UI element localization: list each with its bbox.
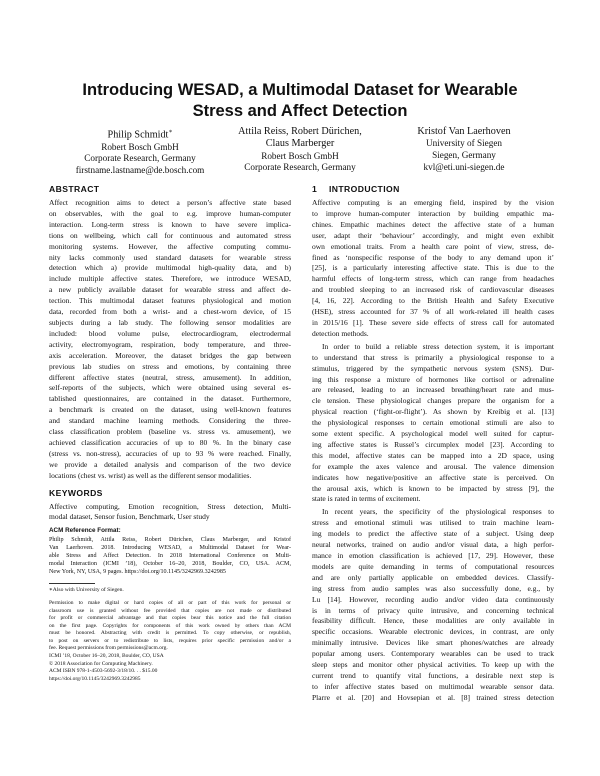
introduction-paragraph xyxy=(312,342,554,506)
introduction-line: Lu [14]. However, recording audio and/or video data continuously xyxy=(312,594,554,604)
author-email: firstname.lastname@de.bosch.com xyxy=(75,164,205,175)
right-column xyxy=(312,184,554,704)
permission-line: © 2018 Association for Computing Machinery. xyxy=(49,660,153,667)
author-name: Philip Schmidt xyxy=(107,129,169,141)
author-affiliation: University of Siegen xyxy=(425,138,503,149)
introduction-line: neural networks, trained on audio and/or visual data, a high perfor- xyxy=(312,540,554,550)
paper-title xyxy=(60,80,540,122)
introduction-line: (HSE), stress accounted for 37 % of all work-related ill health cases xyxy=(312,307,554,317)
introduction-line: ing models to predict the affective state of a subject. Using deep xyxy=(312,529,554,539)
introduction-line: in 2015/16 [1]. These severe side effects of stress call for automated xyxy=(312,317,554,327)
introduction-line: user, adapt their ‘behaviour’ accordingly, and might even exhibit xyxy=(312,230,554,240)
introduction-line: physical reaction (‘fight-or-flight’). As shown by Kreibig et al. [13] xyxy=(312,407,554,417)
introduction-line: [4, 16, 22]. According to the British Health and Safety Executive xyxy=(312,296,554,306)
abstract-line: a benchmark is created on the dataset, using well-known features xyxy=(49,405,291,415)
introduction-heading xyxy=(312,184,554,194)
introduction-line: indicates how negative/positive an affective state is perceived. On xyxy=(312,472,554,482)
author-name: Kristof Van Laerhoven xyxy=(417,126,511,137)
author-footnote: ∗Also with University of Siegen. xyxy=(49,586,124,593)
author-affiliation: Robert Bosch GmbH xyxy=(261,150,339,161)
acm-reference-body xyxy=(49,536,291,577)
permission-line: to post on servers or to redistribute to lists, requires prior specific permission and/or a xyxy=(49,637,291,644)
abstract-line: we provide a detailed analysis and comparison of the two device xyxy=(49,459,291,469)
introduction-line: this model, affective states can be mapped into a 2D space, using xyxy=(312,450,554,460)
acm-reference-line: Van Laerhoven. 2018. Introducing WESAD, a Multimodal Dataset for Wear- xyxy=(49,544,291,551)
section-title: INTRODUCTION xyxy=(329,184,400,194)
introduction-line: ing this response a mixture of hormones like cortisol or adrenaline xyxy=(312,374,554,384)
abstract-line: included: blood volume pulse, electrocardiogram, electrodermal xyxy=(49,328,291,338)
introduction-line: the physiological responses to certain emotional stimuli are also to xyxy=(312,418,554,428)
introduction-line: is in terms of privacy quite intrusive, and concerning technical xyxy=(312,605,554,615)
abstract-line: a new publicly available dataset for wearable stress and affect de- xyxy=(49,285,291,295)
introduction-line: state is rated in terms of excitement. xyxy=(312,494,421,504)
author-email: kvl@eti.uni-siegen.de xyxy=(423,161,505,172)
introduction-line: [25], is a particularly interesting affective state. This is due to the xyxy=(312,263,554,273)
introduction-line: ing affective states is Russel’s circumplex model [23]. According to xyxy=(312,439,554,449)
abstract-line: activity, electromyogram, respiration, body temperature, and three- xyxy=(49,339,291,349)
abstract-line: monitoring systems. However, the affective computing commu- xyxy=(49,241,291,251)
introduction-line: and are only partially applicable on embedded devices. Classify- xyxy=(312,572,554,582)
abstract-line: axis acceleration. Moreover, the dataset bridges the gap between xyxy=(49,350,291,360)
abstract-line: achieved classification accuracies of up to 80 %. In the binary case xyxy=(49,437,291,447)
title-line: Stress and Affect Detection xyxy=(192,102,408,120)
permission-line: ACM ISBN 978-1-4503-5692-3/18/10. . . $15.00 xyxy=(49,668,158,675)
introduction-line: to infer affective states based on multimodal wearable sensor data. xyxy=(312,681,554,691)
author-name: Claus Marberger xyxy=(265,138,335,150)
permission-line: for profit or commercial advantage and that copies bear this notice and the full citation xyxy=(49,615,291,622)
abstract-line: include multiple affective states. Therefore, we introduce WESAD, xyxy=(49,274,291,284)
introduction-line: detection methods. xyxy=(312,328,369,338)
introduction-line: fined as ‘nonspecific response of the body to any demand upon it’ xyxy=(312,252,554,262)
abstract-body xyxy=(49,198,291,482)
author-block-2 xyxy=(220,126,380,174)
acm-reference-line: able Stress and Affect Detection. In 2018 International Conference on Multi- xyxy=(49,552,291,559)
introduction-line: chines. Empathic machines detect the affective state of a human xyxy=(312,219,554,229)
abstract-heading: ABSTRACT xyxy=(49,184,100,194)
permission-notice xyxy=(49,600,291,683)
introduction-line: sleep steps and monitor other physical activities. To keep up with the xyxy=(312,660,554,670)
introduction-line: minimally intrusive. Devices like smart phones/watches are already xyxy=(312,638,554,648)
introduction-line: stress and emotional stimuli was utilised to train machine learn- xyxy=(312,518,554,528)
abstract-line: interaction. Long-term stress is known to have severe implica- xyxy=(49,219,291,229)
abstract-line: tablished questionnaires, are contained in the dataset. Furthermore, xyxy=(49,394,291,404)
title-line: Introducing WESAD, a Multimodal Dataset for Wearable xyxy=(82,81,518,99)
acm-reference-line: modal Interaction (ICMI ’18), October 16–20, 2018, Boulder, CO, USA. ACM, xyxy=(49,561,291,568)
introduction-line: the arousal axis, which is known to be impacted by stress [9], the xyxy=(312,483,554,493)
footnote-rule xyxy=(49,583,95,584)
author-affiliation: Corporate Research, Germany xyxy=(84,153,196,164)
keywords-line: Affective computing, Emotion recognition, Stress detection, Multi- xyxy=(49,501,291,511)
abstract-line: detection which a) provide multimodal high-quality data, and b) xyxy=(49,263,291,273)
permission-line: Permission to make digital or hard copies of all or part of this work for personal or xyxy=(49,600,291,607)
abstract-line: data, recorded from both a wrist- and a chest-worn device, of 15 xyxy=(49,307,291,317)
introduction-line: stimulus, triggered by the sympathetic nervous system (SNS). Dur- xyxy=(312,363,554,373)
keywords-heading: KEYWORDS xyxy=(49,487,103,498)
permission-line: on the first page. Copyrights for components of this work owned by others than ACM xyxy=(49,622,291,629)
introduction-line: In order to build a reliable stress detection system, it is important xyxy=(322,341,554,351)
introduction-line: mance in emotion classification is achieved [17, 29]. However, these xyxy=(312,551,554,560)
acm-reference-line: New York, NY, USA, 9 pages. https://doi.org/10.1145/3242969.3242985 xyxy=(49,569,226,576)
abstract-line: nity lacks commonly used standard datasets for wearable stress xyxy=(49,252,291,262)
abstract-line: different affective states (neutral, stress, amusement). In addition, xyxy=(49,372,291,382)
introduction-line: cle tension. These physiological changes prepare the organism for a xyxy=(312,396,554,406)
permission-line: ICMI ’18, October 16–20, 2018, Boulder, CO, USA xyxy=(49,653,164,660)
author-affiliation: Siegen, Germany xyxy=(432,150,496,160)
acm-reference-heading: ACM Reference Format: xyxy=(49,527,121,535)
introduction-line: Plarre et al. [20] and Hovsepian et al. [8] trained stress detection xyxy=(312,692,554,702)
abstract-line: on observables, with the goal to e.g. improve human-computer xyxy=(49,208,291,218)
abstract-line: and standard machine learning methods. Considering the three- xyxy=(49,416,291,426)
introduction-line: ing stress from audio samples was also successfully done, e.g., by xyxy=(312,583,554,593)
introduction-line: harmful effects of long-term stress, which can range from headaches xyxy=(312,274,554,284)
author-footnote-mark: ∗ xyxy=(168,129,173,135)
introduction-line: Affective computing is an emerging field, inspired by the vision xyxy=(312,198,554,207)
introduction-line: are released, leading to an increased breathing/heart rate and mus- xyxy=(312,385,554,395)
abstract-line: self-reports of the subjects, which were obtained using several es- xyxy=(49,383,291,393)
abstract-line: locations (chest vs. wrist) as well as the different sensor modalities. xyxy=(49,470,252,480)
introduction-paragraph xyxy=(312,507,554,703)
permission-line: classroom use is granted without fee provided that copies are not made or distributed xyxy=(49,607,291,614)
abstract-line: subjects during a lab study. The following sensor modalities are xyxy=(49,317,291,327)
section-number: 1 xyxy=(312,184,318,194)
introduction-line: some extent specific. A psychological model well suited for captur- xyxy=(312,429,554,439)
introduction-body xyxy=(312,198,554,704)
introduction-line: specific occasions. Wearable electronic devices, in contrast, are only xyxy=(312,627,554,637)
author-affiliation: Robert Bosch GmbH xyxy=(101,141,179,152)
author-affiliation: Corporate Research, Germany xyxy=(244,162,356,173)
abstract-line: (stress vs. non-stress), accuracies of up to 93 % were reached. Finally, xyxy=(49,448,291,458)
abstract-line: Affect recognition aims to detect a person’s affective state based xyxy=(49,198,291,207)
introduction-line: for example the axes valence and arousal. The valence dimension xyxy=(312,461,554,471)
introduction-line: In recent years, the specificity of the physiological responses to xyxy=(322,507,554,517)
keywords-line: modal dataset, Sensor fusion, Benchmark, User study xyxy=(49,512,210,522)
introduction-line: and troubled sleeping to an increased risk of cardiovascular diseases xyxy=(312,285,554,295)
permission-line: fee. Request permissions from permissions@acm.org. xyxy=(49,645,168,652)
abstract-line: previous lab studies on stress and emotions, by containing three xyxy=(49,361,291,371)
abstract-line: class classification problem (baseline vs. stress vs. amusement), we xyxy=(49,427,291,437)
abstract-line: tection. This multimodal dataset features physiological and motion xyxy=(49,296,291,306)
introduction-line: models are quite demanding in terms of computational resources xyxy=(312,561,554,571)
introduction-line: to understand that stress is primarily a physiological response to a xyxy=(312,352,554,362)
introduction-line: popular among users. Contemporary wearables can be used to track xyxy=(312,649,554,659)
introduction-line: to improve human-computer interaction by building empathic ma- xyxy=(312,208,554,218)
keywords-body xyxy=(49,502,291,524)
introduction-line: current trend to quantify vital functions, a desirable next step is xyxy=(312,670,554,680)
introduction-paragraph xyxy=(312,198,554,340)
author-block-3 xyxy=(384,126,544,173)
permission-line: must be honored. Abstracting with credit is permitted. To copy otherwise, or republish, xyxy=(49,630,291,637)
author-block-1 xyxy=(60,126,220,177)
abstract-line: tions on wellbeing, which call for continuous and automated stress xyxy=(49,230,291,240)
permission-line: https://doi.org/10.1145/3242969.3242985 xyxy=(49,675,141,682)
left-column xyxy=(49,184,291,683)
introduction-line: own emotional traits. From a health care point of view, stress, de- xyxy=(312,241,554,251)
author-name: Attila Reiss, Robert Dürichen, xyxy=(238,126,362,137)
introduction-line: feasibility difficult. Hence, these modalities are only available in xyxy=(312,616,554,626)
acm-reference-line: Philip Schmidt, Attila Reiss, Robert Dürichen, Claus Marberger, and Kristof xyxy=(49,536,291,543)
